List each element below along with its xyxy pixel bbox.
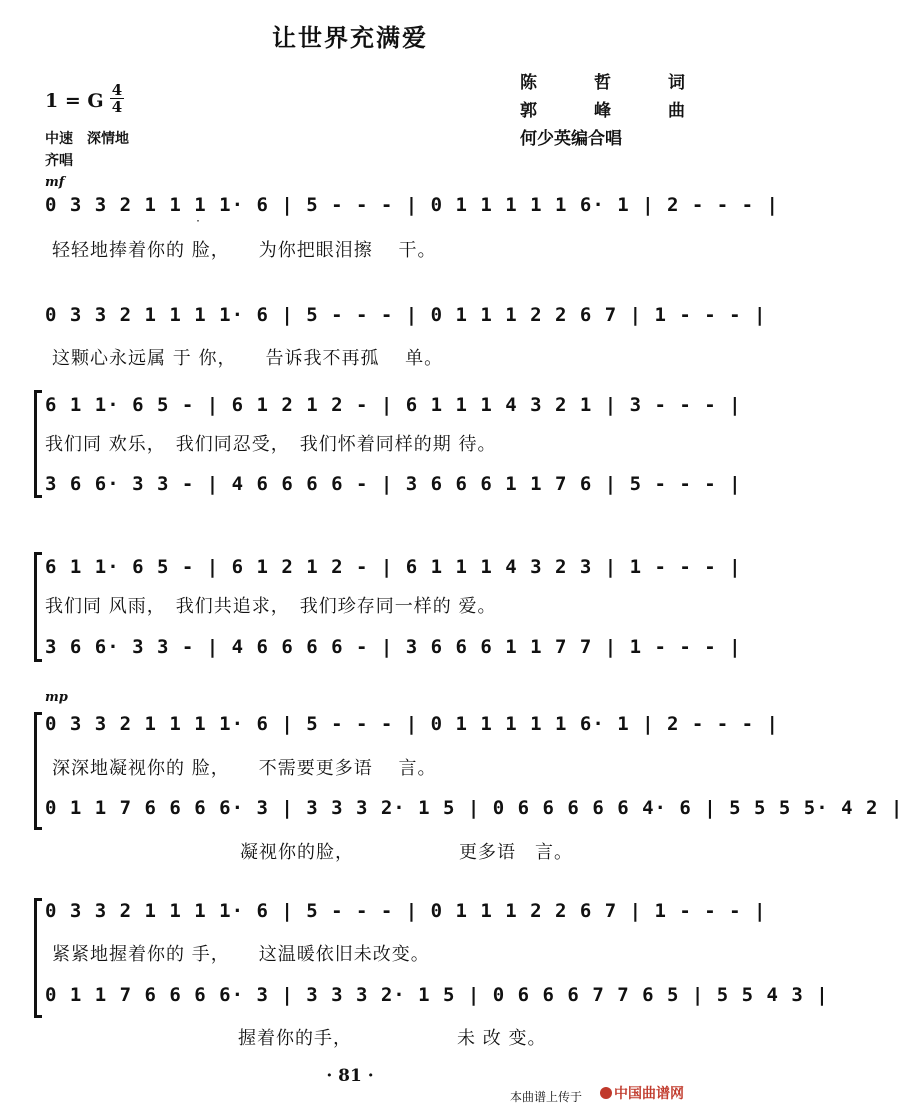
system-4-bracket-cap-top [34, 552, 42, 555]
system-5-upper-lyrics: 深深地凝视你的 脸， 不需要更多语 言。 [52, 758, 437, 779]
system-6-lower-lyrics: 握着你的手， 未 改 变。 [238, 1028, 547, 1049]
page-number: · 81 · [326, 1066, 374, 1086]
site-logo-text: 中国曲谱网 [614, 1086, 684, 1102]
system-3-bracket [34, 390, 37, 498]
song-title: 让世界充满爱 [272, 23, 428, 52]
system-5-bracket-cap-top [34, 712, 42, 715]
system-3-bracket-cap-top [34, 390, 42, 393]
system-5-lower-notes: 0 1 1 7 6 6 6 6· 3 | 3 3 3 2· 1 5 | 0 6 6 6 6 6 4· 6 | 5 5 5 5· 4 2 | [45, 797, 903, 819]
logo-icon [600, 1087, 612, 1099]
dynamic-mp: mp [45, 690, 68, 705]
system-5-bracket [34, 712, 37, 830]
composer-credit: 郭 峰 曲 [520, 101, 705, 121]
system-3-bracket-cap-bottom [34, 495, 42, 498]
system-3-lower-notes: 3 6 6· 3 3 - | 4 6 6 6 6 - | 3 6 6 6 1 1 7 6 | 5 - - - | [45, 473, 742, 495]
system-4-lower-notes: 3 6 6· 3 3 - | 4 6 6 6 6 - | 3 6 6 6 1 1 7 7 | 1 - - - | [45, 636, 742, 658]
lyricist-credit: 陈 哲 词 [520, 73, 705, 93]
system-3-lyrics: 我们同 欢乐， 我们同忍受， 我们怀着同样的期 待。 [45, 434, 497, 455]
system-1-notes: 0 3 3 2 1 1 1 1· 6 | 5 - - - | 0 1 1 1 1 1 6· 1 | 2 - - - | [45, 194, 779, 216]
system-2-lyrics: 这颗心永远属 于 你， 告诉我不再孤 单。 [52, 348, 444, 369]
system-6-bracket-cap-top [34, 898, 42, 901]
system-4-bracket-cap-bottom [34, 659, 42, 662]
time-signature [110, 82, 124, 115]
system-6-bracket [34, 898, 37, 1018]
system-6-upper-notes: 0 3 3 2 1 1 1 1· 6 | 5 - - - | 0 1 1 1 2 2 6 7 | 1 - - - | [45, 900, 767, 922]
system-6-upper-lyrics: 紧紧地握着你的 手， 这温暖依旧未改变。 [52, 944, 430, 965]
time-signature-bottom: 4 [111, 98, 123, 116]
system-4-lyrics: 我们同 风雨， 我们共追求， 我们珍存同一样的 爱。 [45, 596, 497, 617]
system-5-upper-notes: 0 3 3 2 1 1 1 1· 6 | 5 - - - | 0 1 1 1 1 1 6· 1 | 2 - - - | [45, 713, 779, 735]
key-signature: 1 = G [45, 90, 104, 112]
system-5-lower-lyrics: 凝视你的脸， 更多语 言。 [240, 842, 573, 863]
system-1-lyrics: 轻轻地捧着你的 脸， 为你把眼泪擦 干。 [52, 240, 437, 261]
part-label: 齐唱 [45, 153, 73, 169]
time-signature-top: 4 [111, 81, 123, 99]
system-6-lower-notes: 0 1 1 7 6 6 6 6· 3 | 3 3 3 2· 1 5 | 0 6 6 6 7 7 6 5 | 5 5 4 3 | [45, 984, 829, 1006]
system-3-upper-notes: 6 1 1· 6 5 - | 6 1 2 1 2 - | 6 1 1 1 4 3 2 1 | 3 - - - | [45, 394, 742, 416]
system-2-notes: 0 3 3 2 1 1 1 1· 6 | 5 - - - | 0 1 1 1 2 2 6 7 | 1 - - - | [45, 304, 767, 326]
tempo-marking: 中速 深情地 [45, 131, 129, 147]
system-4-upper-notes: 6 1 1· 6 5 - | 6 1 2 1 2 - | 6 1 1 1 4 3 2 3 | 1 - - - | [45, 556, 742, 578]
system-5-bracket-cap-bottom [34, 827, 42, 830]
system-1-dots: · [195, 216, 202, 227]
upload-footer: 本曲谱上传于 [510, 1090, 583, 1104]
arranger-credit: 何少英编合唱 [520, 129, 622, 149]
dynamic-mf: mf [45, 175, 65, 190]
site-logo [600, 1083, 684, 1103]
system-4-bracket [34, 552, 37, 662]
system-6-bracket-cap-bottom [34, 1015, 42, 1018]
